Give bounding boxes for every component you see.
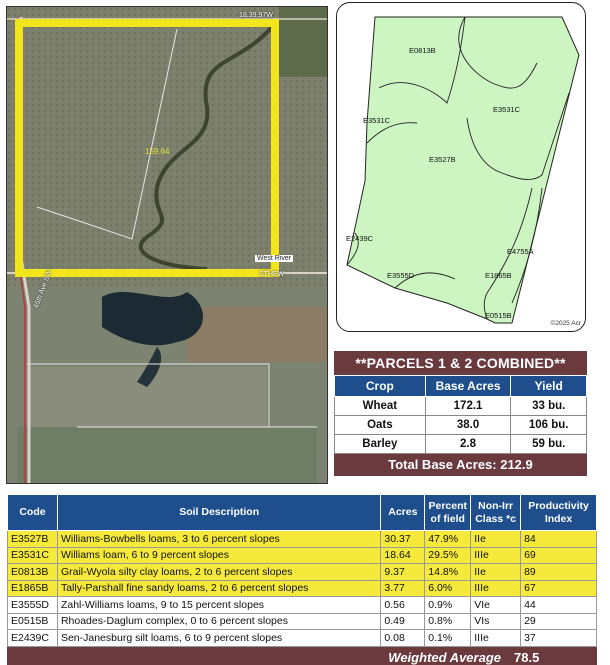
yield: 59 bu. — [511, 435, 587, 454]
base-acres: 38.0 — [425, 416, 511, 435]
soil-code: E0515B — [8, 613, 58, 630]
soils-table — [7, 494, 597, 647]
soil-productivity-index: 69 — [521, 547, 597, 564]
yield: 106 bu. — [511, 416, 587, 435]
soil-code: E0813B — [8, 564, 58, 581]
soil-class: IIIe — [471, 630, 521, 647]
crop-table — [334, 375, 587, 454]
soil-description: Tally-Parshall fine sandy loams, 2 to 6 percent slopes — [57, 580, 380, 597]
road-label: 18.39.97W — [239, 12, 273, 19]
soil-acres: 0.08 — [381, 630, 425, 647]
soil-acres: 9.37 — [381, 564, 425, 581]
soil-polygons — [337, 3, 586, 332]
soil-label-e1865b: E1865B — [485, 271, 512, 280]
col-header-non-irr-class: Non-Irr Class *c — [471, 495, 521, 531]
soil-acres: 0.56 — [381, 597, 425, 614]
soil-description: Rhoades-Daglum complex, 0 to 6 percent slopes — [57, 613, 380, 630]
road-label: STHEW — [259, 271, 285, 278]
crop-name: Wheat — [335, 397, 426, 416]
soil-label-e0813b: E0813B — [409, 46, 436, 55]
crop-name: Barley — [335, 435, 426, 454]
soil-acres: 0.49 — [381, 613, 425, 630]
yield: 33 bu. — [511, 397, 587, 416]
soil-class: IIe — [471, 531, 521, 548]
col-header-code: Code — [8, 495, 58, 531]
table-row — [335, 416, 587, 435]
table-row — [8, 597, 597, 614]
table-row — [8, 564, 597, 581]
soil-label-e3527b: E3527B — [429, 155, 456, 164]
col-header-productivity-index: Productivity Index — [521, 495, 597, 531]
soil-productivity-index: 67 — [521, 580, 597, 597]
aerial-imagery — [7, 7, 328, 484]
soil-code: E3555D — [8, 597, 58, 614]
soil-percent: 14.8% — [425, 564, 471, 581]
soil-label-e3555d: E3555D — [387, 271, 415, 280]
soil-description: Zahl-Williams loams, 9 to 15 percent slopes — [57, 597, 380, 614]
table-row — [8, 531, 597, 548]
table-row — [8, 580, 597, 597]
total-base-acres: Total Base Acres: 212.9 — [334, 454, 587, 476]
parcel-acres-label: 159.64 — [145, 147, 170, 156]
weighted-average-bar — [7, 647, 597, 665]
soil-acres: 3.77 — [381, 580, 425, 597]
col-header-base-acres: Base Acres — [425, 376, 511, 397]
crop-name: Oats — [335, 416, 426, 435]
soil-class: VIs — [471, 613, 521, 630]
soil-percent: 0.9% — [425, 597, 471, 614]
col-header-acres: Acres — [381, 495, 425, 531]
soil-class: VIe — [471, 597, 521, 614]
soil-productivity-index: 84 — [521, 531, 597, 548]
soil-acres: 18.64 — [381, 547, 425, 564]
map-copyright: ©2025 Acr — [550, 320, 581, 327]
base-acres: 172.1 — [425, 397, 511, 416]
table-row — [335, 397, 587, 416]
soil-code: E3527B — [8, 531, 58, 548]
soil-label-e3531c: E3531C — [493, 105, 521, 114]
parcels-summary — [334, 351, 587, 476]
col-header-crop: Crop — [335, 376, 426, 397]
soil-acres: 30.37 — [381, 531, 425, 548]
soil-productivity-index: 29 — [521, 613, 597, 630]
table-row — [8, 630, 597, 647]
base-acres: 2.8 — [425, 435, 511, 454]
soil-percent: 0.1% — [425, 630, 471, 647]
soil-percent: 29.5% — [425, 547, 471, 564]
weighted-average-label: Weighted Average — [388, 649, 501, 665]
parcels-title: **PARCELS 1 & 2 COMBINED** — [334, 351, 587, 375]
soil-description: Grail-Wyola silty clay loams, 2 to 6 percent slopes — [57, 564, 380, 581]
soil-productivity-index: 44 — [521, 597, 597, 614]
soil-class: IIe — [471, 564, 521, 581]
soil-percent: 6.0% — [425, 580, 471, 597]
soils-table-container — [7, 494, 597, 665]
weighted-average-value: 78.5 — [514, 649, 540, 665]
col-header-yield: Yield — [511, 376, 587, 397]
soil-label-e4755a: E4755A — [507, 247, 534, 256]
soil-label-e2439c: E2439C — [346, 234, 374, 243]
soil-productivity-index: 37 — [521, 630, 597, 647]
soil-class: IIIe — [471, 547, 521, 564]
table-row — [8, 613, 597, 630]
col-header-percent: Percent of field — [425, 495, 471, 531]
table-row — [335, 435, 587, 454]
soil-description: Williams-Bowbells loams, 3 to 6 percent slopes — [57, 531, 380, 548]
soil-percent: 0.8% — [425, 613, 471, 630]
soil-code: E3531C — [8, 547, 58, 564]
road-label: 45th Ave SW — [33, 269, 54, 310]
soil-label-e3531c: E3531C — [363, 116, 391, 125]
aerial-photo — [6, 6, 328, 484]
col-header-soil-description: Soil Description — [57, 495, 380, 531]
soil-description: Williams loam, 6 to 9 percent slopes — [57, 547, 380, 564]
map-sign: West River — [257, 255, 292, 262]
soil-description: Sen-Janesburg silt loams, 6 to 9 percent slopes — [57, 630, 380, 647]
soil-code: E2439C — [8, 630, 58, 647]
soil-label-e0515b: E0515B — [485, 311, 512, 320]
soil-code: E1865B — [8, 580, 58, 597]
soil-map — [336, 2, 586, 332]
table-row — [8, 547, 597, 564]
soil-productivity-index: 89 — [521, 564, 597, 581]
soil-class: IIIe — [471, 580, 521, 597]
soil-percent: 47.9% — [425, 531, 471, 548]
